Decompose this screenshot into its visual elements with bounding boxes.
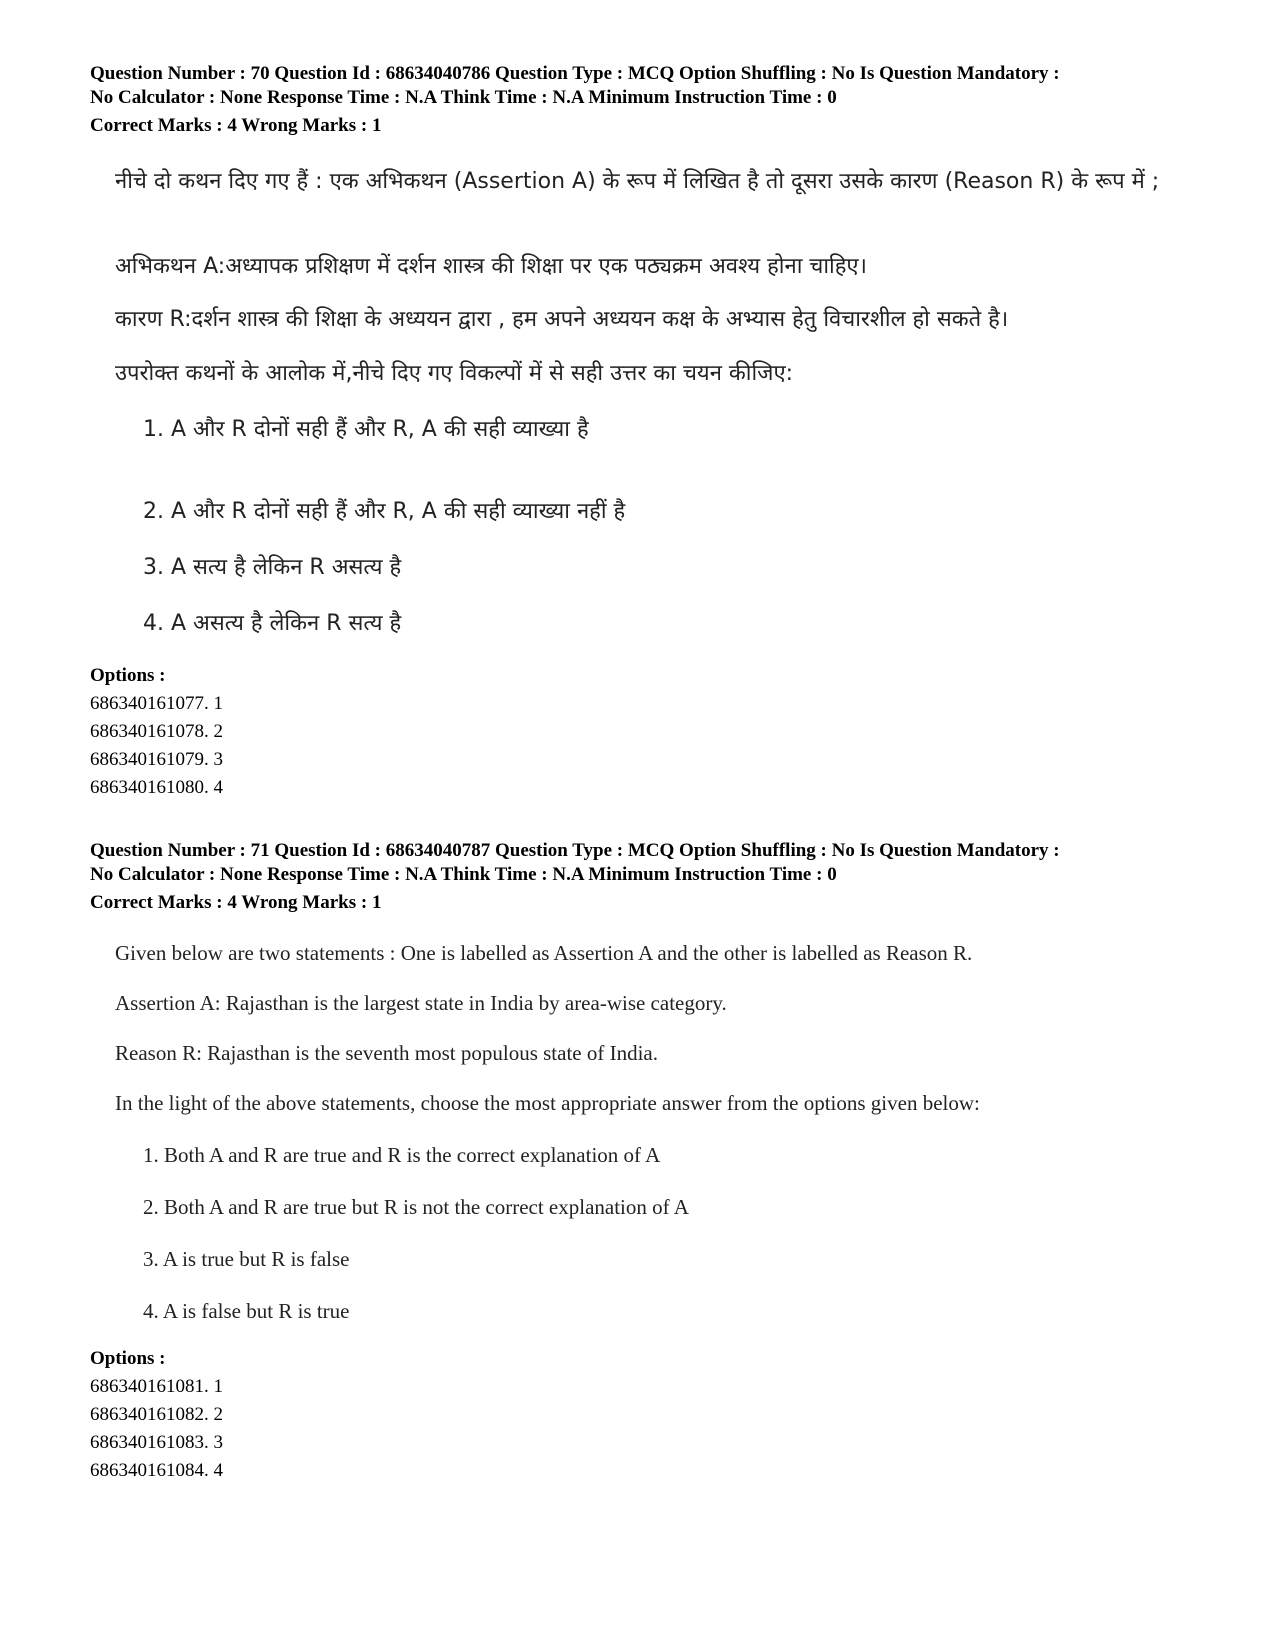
answer-choice: 2. Both A and R are true but R is not the correct explanation of A: [143, 1195, 689, 1219]
answer-choice: 1. Both A and R are true and R is the correct explanation of A: [143, 1143, 661, 1167]
answer-choice: 4. A असत्य है लेकिन R सत्य है: [143, 611, 402, 636]
question-marks: Correct Marks : 4 Wrong Marks : 1: [90, 115, 382, 136]
answer-choice: 3. A is true but R is false: [143, 1247, 350, 1271]
answer-choice: 1. A और R दोनों सही हैं और R, A की सही व्याख्या है: [143, 417, 589, 442]
option-id: 686340161082. 2: [90, 1404, 223, 1425]
option-id: 686340161080. 4: [90, 777, 223, 798]
assertion-text: Assertion A: Rajasthan is the largest state in India by area-wise category.: [115, 991, 727, 1015]
option-id: 686340161077. 1: [90, 693, 223, 714]
question-meta-line: Question Number : 71 Question Id : 68634040787 Question Type : MCQ Option Shuffling : No Is Question Mandatory :: [90, 840, 1060, 861]
option-id: 686340161084. 4: [90, 1460, 223, 1481]
option-id: 686340161078. 2: [90, 721, 223, 742]
options-label: Options :: [90, 1348, 166, 1369]
question-meta-line: No Calculator : None Response Time : N.A Think Time : N.A Minimum Instruction Time : 0: [90, 87, 837, 108]
instruction-text: उपरोक्त कथनों के आलोक में,नीचे दिए गए विकल्पों में से सही उत्तर का चयन कीजिए:: [115, 361, 794, 386]
answer-choice: 4. A is false but R is true: [143, 1299, 350, 1323]
option-id: 686340161079. 3: [90, 749, 223, 770]
question-meta-line: No Calculator : None Response Time : N.A Think Time : N.A Minimum Instruction Time : 0: [90, 864, 837, 885]
question-marks: Correct Marks : 4 Wrong Marks : 1: [90, 892, 382, 913]
question-meta-line: Question Number : 70 Question Id : 68634040786 Question Type : MCQ Option Shuffling : No Is Question Mandatory :: [90, 63, 1060, 84]
question-header: [90, 62, 1200, 138]
answer-choice: 2. A और R दोनों सही हैं और R, A की सही व्याख्या नहीं है: [143, 499, 626, 524]
reason-text: Reason R: Rajasthan is the seventh most populous state of India.: [115, 1041, 659, 1065]
question-intro: नीचे दो कथन दिए गए हैं : एक अभिकथन (Assertion A) के रूप में लिखित है तो दूसरा उसके कारण (Reason R) के रूप में ;: [115, 169, 1160, 194]
question-intro: Given below are two statements : One is labelled as Assertion A and the other is labelled as Reason R.: [115, 941, 973, 965]
option-id: 686340161081. 1: [90, 1376, 223, 1397]
option-id: 686340161083. 3: [90, 1432, 223, 1453]
options-list: [90, 662, 223, 802]
assertion-text: अभिकथन A:अध्यापक प्रशिक्षण में दर्शन शास्त्र की शिक्षा पर एक पठ्यक्रम अवश्य होना चाहिए।: [115, 254, 867, 279]
answer-choice: 3. A सत्य है लेकिन R असत्य है: [143, 555, 402, 580]
options-list: [90, 1345, 223, 1485]
options-label: Options :: [90, 665, 166, 686]
instruction-text: In the light of the above statements, choose the most appropriate answer from the options given below:: [115, 1091, 980, 1115]
reason-text: कारण R:दर्शन शास्त्र की शिक्षा के अध्ययन द्वारा , हम अपने अध्ययन कक्ष के अभ्यास हेतु विचारशील हो सकते है।: [115, 307, 1009, 332]
question-header: [90, 839, 1200, 915]
